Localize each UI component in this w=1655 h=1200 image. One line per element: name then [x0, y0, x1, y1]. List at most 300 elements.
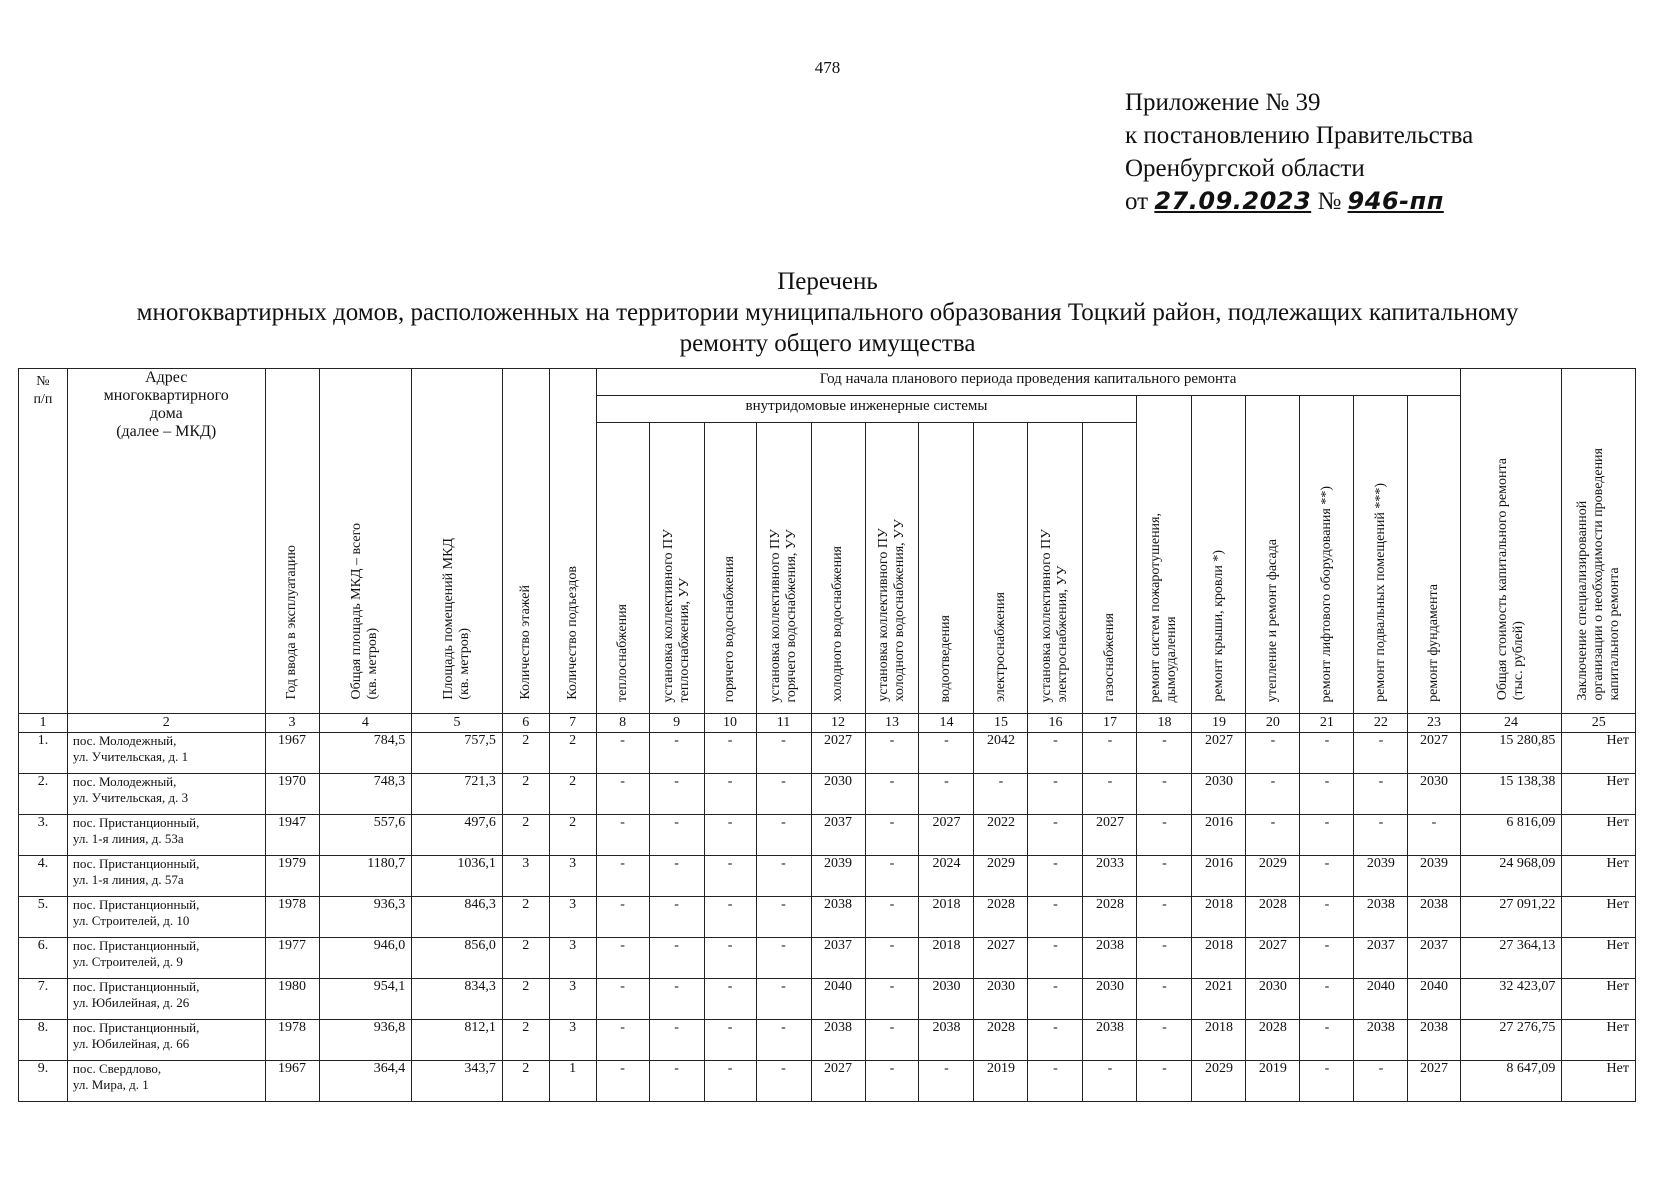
row-cell: 2033 [1083, 856, 1137, 897]
row-cell: 2 [502, 1020, 549, 1061]
column-number-cell: 17 [1083, 714, 1137, 733]
row-cell: 2038 [1083, 1020, 1137, 1061]
row-cell: 748,3 [319, 774, 412, 815]
row-address: пос. Свердлово, ул. Мира, д. 1 [67, 1061, 265, 1102]
row-cell: - [1246, 774, 1300, 815]
row-cell: - [1300, 897, 1354, 938]
row-cell: 2027 [1192, 733, 1246, 774]
appendix-block [1125, 86, 1473, 218]
row-conclusion: Нет [1562, 897, 1636, 938]
column-number-cell: 24 [1460, 714, 1562, 733]
row-cell: - [704, 733, 756, 774]
row-cell: - [1137, 1020, 1192, 1061]
row-cell: - [1083, 1061, 1137, 1102]
page-number: 478 [814, 58, 841, 77]
row-cell: 2019 [1246, 1061, 1300, 1102]
header-entrances: Количество подъездов [549, 369, 596, 714]
column-number-cell: 19 [1192, 714, 1246, 733]
row-cell: - [1300, 815, 1354, 856]
row-cell: - [756, 897, 811, 938]
row-number: 1. [19, 733, 68, 774]
row-cell: - [756, 774, 811, 815]
header-year: Год ввода в эксплуатацию [265, 369, 319, 714]
row-cell: 2040 [811, 979, 865, 1020]
row-cell: - [704, 1020, 756, 1061]
row-cell: 2 [502, 733, 549, 774]
header-c18: ремонт систем пожаротушения, дымоудаления [1137, 396, 1192, 714]
row-cell: 1980 [265, 979, 319, 1020]
column-number-cell: 20 [1246, 714, 1300, 733]
row-cell: - [596, 938, 649, 979]
table-row [19, 774, 1636, 815]
row-cost: 24 968,09 [1460, 856, 1562, 897]
row-cell: - [649, 1061, 704, 1102]
row-cell: 2018 [919, 897, 974, 938]
row-cell: - [756, 979, 811, 1020]
row-cell: 2038 [1354, 1020, 1408, 1061]
row-conclusion: Нет [1562, 1020, 1636, 1061]
column-number-cell: 1 [19, 714, 68, 733]
row-cell: - [1300, 856, 1354, 897]
header-c15: электроснабжения [974, 423, 1028, 714]
row-cell: 812,1 [412, 1020, 503, 1061]
row-cell: 2 [502, 897, 549, 938]
row-cell: - [865, 1061, 919, 1102]
row-cell: 936,3 [319, 897, 412, 938]
appendix-line-1: Приложение № 39 [1125, 89, 1321, 116]
row-cost: 8 647,09 [1460, 1061, 1562, 1102]
row-cell: 2029 [974, 856, 1028, 897]
column-number-cell: 23 [1408, 714, 1460, 733]
row-cell: 2027 [919, 815, 974, 856]
header-floors: Количество этажей [502, 369, 549, 714]
row-conclusion: Нет [1562, 733, 1636, 774]
row-cell: 2038 [1083, 938, 1137, 979]
row-number: 3. [19, 815, 68, 856]
row-cell: 2028 [1246, 897, 1300, 938]
column-number-cell: 5 [412, 714, 503, 733]
row-cell: 2 [502, 815, 549, 856]
column-number-cell: 15 [974, 714, 1028, 733]
row-cell: 936,8 [319, 1020, 412, 1061]
row-cell: 2038 [811, 1020, 865, 1061]
row-cell: 2024 [919, 856, 974, 897]
row-cell: 2040 [1408, 979, 1460, 1020]
row-cell: - [756, 1061, 811, 1102]
header-c13: установка коллективного ПУ холодного водоснабжения, УУ [865, 423, 919, 714]
appendix-number: 946-пп [1347, 187, 1444, 215]
appendix-no-sign: № [1317, 188, 1342, 215]
row-cell: - [596, 897, 649, 938]
row-cell: 2027 [811, 1061, 865, 1102]
row-cell: 2018 [1192, 938, 1246, 979]
row-cell: - [596, 856, 649, 897]
row-cell: - [865, 979, 919, 1020]
row-cell: 2037 [811, 938, 865, 979]
row-cell: 2038 [1354, 897, 1408, 938]
row-conclusion: Нет [1562, 774, 1636, 815]
row-cell: 834,3 [412, 979, 503, 1020]
row-cell: - [756, 938, 811, 979]
row-cell: - [1300, 774, 1354, 815]
row-cell: - [704, 938, 756, 979]
column-number-cell: 14 [919, 714, 974, 733]
row-cell: - [865, 938, 919, 979]
row-cell: 2037 [1408, 938, 1460, 979]
row-cell: 2042 [974, 733, 1028, 774]
row-cell: 2022 [974, 815, 1028, 856]
row-cell: 721,3 [412, 774, 503, 815]
column-number-cell: 7 [549, 714, 596, 733]
row-cell: - [1083, 774, 1137, 815]
row-address: пос. Пристанционный, ул. Строителей, д. 10 [67, 897, 265, 938]
row-cell: 1978 [265, 897, 319, 938]
row-cell: - [1028, 774, 1083, 815]
row-cell: 2028 [974, 1020, 1028, 1061]
header-c23: ремонт фундамента [1408, 396, 1460, 714]
row-cell: 2029 [1192, 1061, 1246, 1102]
row-cell: - [649, 979, 704, 1020]
row-cell: - [1137, 1061, 1192, 1102]
row-cell: 2027 [811, 733, 865, 774]
row-cell: 1 [549, 1061, 596, 1102]
header-c12: холодного водоснабжения [811, 423, 865, 714]
header-c14: водоотведения [919, 423, 974, 714]
row-cell: 3 [549, 856, 596, 897]
row-cell: - [756, 815, 811, 856]
row-cell: 2030 [1083, 979, 1137, 1020]
row-cell: - [865, 897, 919, 938]
row-cell: 1967 [265, 1061, 319, 1102]
row-cell: - [649, 1020, 704, 1061]
header-c16: установка коллективного ПУ электроснабжения, УУ [1028, 423, 1083, 714]
row-cell: - [1300, 938, 1354, 979]
row-cell: 1979 [265, 856, 319, 897]
row-conclusion: Нет [1562, 815, 1636, 856]
row-cell: - [704, 774, 756, 815]
appendix-date: 27.09.2023 [1154, 187, 1312, 215]
row-cell: - [1300, 1061, 1354, 1102]
row-cell: 2018 [1192, 897, 1246, 938]
row-cell: - [596, 979, 649, 1020]
header-address: Адрес многоквартирного дома (далее – МКД) [67, 369, 265, 714]
row-cell: - [1300, 733, 1354, 774]
row-cell: - [649, 774, 704, 815]
row-address: пос. Пристанционный, ул. Строителей, д. 9 [67, 938, 265, 979]
row-cell: - [1028, 897, 1083, 938]
header-c20: утепление и ремонт фасада [1246, 396, 1300, 714]
row-number: 7. [19, 979, 68, 1020]
row-cell: 1970 [265, 774, 319, 815]
row-cell: 2019 [974, 1061, 1028, 1102]
row-cell: 2039 [1354, 856, 1408, 897]
row-number: 5. [19, 897, 68, 938]
row-address: пос. Пристанционный, ул. Юбилейная, д. 66 [67, 1020, 265, 1061]
row-cell: - [1137, 733, 1192, 774]
row-cell: 2027 [1408, 1061, 1460, 1102]
header-total-cost: Общая стоимость капитального ремонта (тыс. рублей) [1460, 369, 1562, 714]
column-number-cell: 12 [811, 714, 865, 733]
row-cell: - [596, 815, 649, 856]
row-cell: 2027 [1408, 733, 1460, 774]
row-cell: - [919, 733, 974, 774]
row-cell: - [596, 733, 649, 774]
column-number-cell: 18 [1137, 714, 1192, 733]
row-cell: 3 [502, 856, 549, 897]
row-cell: - [1137, 774, 1192, 815]
row-cell: - [1028, 979, 1083, 1020]
table-row [19, 1061, 1636, 1102]
appendix-line-4 [1125, 185, 1473, 218]
row-cell: 2028 [1246, 1020, 1300, 1061]
document-title [0, 266, 1655, 359]
row-cell: 2018 [1192, 1020, 1246, 1061]
row-cell: 2 [502, 1061, 549, 1102]
row-cell: - [756, 1020, 811, 1061]
row-cell: 2038 [1408, 897, 1460, 938]
row-cell: 557,6 [319, 815, 412, 856]
row-cell: 3 [549, 1020, 596, 1061]
row-cost: 27 364,13 [1460, 938, 1562, 979]
row-cell: 2038 [919, 1020, 974, 1061]
column-number-row [19, 714, 1636, 733]
table-row [19, 733, 1636, 774]
row-cell: - [974, 774, 1028, 815]
header-c19: ремонт крыши, кровли *) [1192, 396, 1246, 714]
table-row [19, 979, 1636, 1020]
row-cell: 364,4 [319, 1061, 412, 1102]
row-cell: - [704, 815, 756, 856]
row-cell: 1180,7 [319, 856, 412, 897]
row-cell: 757,5 [412, 733, 503, 774]
row-cell: - [1028, 1020, 1083, 1061]
row-cell: 2030 [1246, 979, 1300, 1020]
row-conclusion: Нет [1562, 979, 1636, 1020]
row-cell: 497,6 [412, 815, 503, 856]
row-cell: 1947 [265, 815, 319, 856]
header-no: № п/п [19, 369, 68, 714]
row-cell: - [919, 774, 974, 815]
row-cell: - [1083, 733, 1137, 774]
row-cell: - [1137, 856, 1192, 897]
row-cell: 1977 [265, 938, 319, 979]
row-cell: 2030 [1192, 774, 1246, 815]
row-number: 8. [19, 1020, 68, 1061]
row-cell: - [919, 1061, 974, 1102]
column-number-cell: 4 [319, 714, 412, 733]
column-number-cell: 16 [1028, 714, 1083, 733]
row-cell: - [865, 733, 919, 774]
row-number: 6. [19, 938, 68, 979]
row-cost: 6 816,09 [1460, 815, 1562, 856]
row-cell: 2 [549, 733, 596, 774]
table-body [19, 733, 1636, 1102]
houses-table [18, 368, 1636, 1102]
row-cell: 2038 [1408, 1020, 1460, 1061]
row-cell: - [1028, 815, 1083, 856]
row-cost: 32 423,07 [1460, 979, 1562, 1020]
row-number: 4. [19, 856, 68, 897]
row-cost: 15 280,85 [1460, 733, 1562, 774]
row-cell: 2 [502, 979, 549, 1020]
column-number-cell: 3 [265, 714, 319, 733]
row-cell: - [1137, 938, 1192, 979]
row-cell: - [865, 1020, 919, 1061]
row-cell: - [1246, 815, 1300, 856]
row-cell: - [1354, 815, 1408, 856]
row-number: 2. [19, 774, 68, 815]
row-cell: - [649, 856, 704, 897]
column-number-cell: 25 [1562, 714, 1636, 733]
row-cell: 2040 [1354, 979, 1408, 1020]
row-cell: 2 [502, 774, 549, 815]
header-period-group: Год начала планового периода проведения капитального ремонта [596, 369, 1460, 396]
header-c8: теплоснабжения [596, 423, 649, 714]
row-address: пос. Пристанционный, ул. Юбилейная, д. 26 [67, 979, 265, 1020]
row-cell: 2039 [1408, 856, 1460, 897]
header-premises-area: Площадь помещений МКД (кв. метров) [412, 369, 503, 714]
row-conclusion: Нет [1562, 1061, 1636, 1102]
row-cell: 2030 [1408, 774, 1460, 815]
row-cell: - [865, 856, 919, 897]
row-cell: 1036,1 [412, 856, 503, 897]
row-cost: 27 276,75 [1460, 1020, 1562, 1061]
row-cell: 2037 [811, 815, 865, 856]
row-cell: 2027 [1246, 938, 1300, 979]
row-number: 9. [19, 1061, 68, 1102]
row-cell: 1967 [265, 733, 319, 774]
row-cell: - [596, 774, 649, 815]
row-cell: 2037 [1354, 938, 1408, 979]
row-cell: - [1354, 774, 1408, 815]
row-address: пос. Пристанционный, ул. 1-я линия, д. 57а [67, 856, 265, 897]
row-cell: 784,5 [319, 733, 412, 774]
row-cell: - [1028, 856, 1083, 897]
row-cell: - [1137, 815, 1192, 856]
row-cell: 2 [549, 774, 596, 815]
row-cell: 2038 [811, 897, 865, 938]
row-cell: - [1300, 979, 1354, 1020]
row-cell: - [1028, 1061, 1083, 1102]
column-number-cell: 21 [1300, 714, 1354, 733]
table-row [19, 938, 1636, 979]
row-cell: 2027 [974, 938, 1028, 979]
row-cell: - [1137, 897, 1192, 938]
row-cell: 946,0 [319, 938, 412, 979]
row-cell: 2030 [811, 774, 865, 815]
row-cell: - [1354, 1061, 1408, 1102]
row-cell: 2016 [1192, 815, 1246, 856]
column-number-cell: 22 [1354, 714, 1408, 733]
column-number-cell: 8 [596, 714, 649, 733]
row-cell: - [1246, 733, 1300, 774]
row-cell: 2 [502, 938, 549, 979]
row-cell: - [865, 815, 919, 856]
row-cell: 2028 [1083, 897, 1137, 938]
table-row [19, 856, 1636, 897]
header-engineering-systems: внутридомовые инженерные системы [596, 396, 1137, 423]
row-address: пос. Пристанционный, ул. 1-я линия, д. 53а [67, 815, 265, 856]
column-number-cell: 10 [704, 714, 756, 733]
row-cell: - [649, 733, 704, 774]
column-number-cell: 2 [67, 714, 265, 733]
table-row [19, 897, 1636, 938]
column-number-cell: 13 [865, 714, 919, 733]
row-cell: 2018 [919, 938, 974, 979]
row-cell: 1978 [265, 1020, 319, 1061]
header-c9: установка коллективного ПУ теплоснабжения, УУ [649, 423, 704, 714]
header-c22: ремонт подвальных помещений ***) [1354, 396, 1408, 714]
row-cell: 343,7 [412, 1061, 503, 1102]
row-cell: 3 [549, 938, 596, 979]
row-cell: - [649, 938, 704, 979]
row-cell: 2 [549, 815, 596, 856]
row-cell: 2016 [1192, 856, 1246, 897]
row-cell: 2028 [974, 897, 1028, 938]
row-cell: - [865, 774, 919, 815]
row-cell: - [649, 897, 704, 938]
row-cell: - [1354, 733, 1408, 774]
row-cost: 15 138,38 [1460, 774, 1562, 815]
header-c10: горячего водоснабжения [704, 423, 756, 714]
row-cell: - [1300, 1020, 1354, 1061]
row-cell: - [1408, 815, 1460, 856]
row-address: пос. Молодежный, ул. Учительская, д. 1 [67, 733, 265, 774]
row-cell: - [704, 856, 756, 897]
row-cell: - [649, 815, 704, 856]
row-cell: - [1028, 733, 1083, 774]
row-cell: - [756, 856, 811, 897]
row-cell: 3 [549, 897, 596, 938]
table-row [19, 815, 1636, 856]
row-cell: - [704, 897, 756, 938]
column-number-cell: 6 [502, 714, 549, 733]
table-row [19, 1020, 1636, 1061]
row-cell: - [704, 979, 756, 1020]
row-cell: - [596, 1020, 649, 1061]
row-conclusion: Нет [1562, 938, 1636, 979]
row-cost: 27 091,22 [1460, 897, 1562, 938]
appendix-line-3: Оренбургской области [1125, 155, 1365, 182]
row-cell: - [596, 1061, 649, 1102]
column-number-cell: 9 [649, 714, 704, 733]
row-cell: 856,0 [412, 938, 503, 979]
row-cell: 2030 [974, 979, 1028, 1020]
header-total-area: Общая площадь МКД – всего (кв. метров) [319, 369, 412, 714]
row-cell: - [1028, 938, 1083, 979]
row-cell: 2029 [1246, 856, 1300, 897]
row-cell: 2021 [1192, 979, 1246, 1020]
title-line-2: многоквартирных домов, расположенных на территории муниципального образования Тоцкий район, подлежащих капитальному ремонту общего имущества [136, 299, 1519, 357]
header-conclusion: Заключение специализированной организации о необходимости проведения капитального ремонта [1562, 369, 1636, 714]
row-cell: 2027 [1083, 815, 1137, 856]
row-cell: 2030 [919, 979, 974, 1020]
header-c11: установка коллективного ПУ горячего водоснабжения, УУ [756, 423, 811, 714]
row-conclusion: Нет [1562, 856, 1636, 897]
title-line-1: Перечень [777, 268, 878, 295]
appendix-line-2: к постановлению Правительства [1125, 122, 1474, 149]
row-cell: - [1137, 979, 1192, 1020]
header-c17: газоснабжения [1083, 423, 1137, 714]
row-cell: 2039 [811, 856, 865, 897]
row-address: пос. Молодежный, ул. Учительская, д. 3 [67, 774, 265, 815]
row-cell: 846,3 [412, 897, 503, 938]
row-cell: - [756, 733, 811, 774]
row-cell: 3 [549, 979, 596, 1020]
row-cell: - [704, 1061, 756, 1102]
row-cell: 954,1 [319, 979, 412, 1020]
column-number-cell: 11 [756, 714, 811, 733]
